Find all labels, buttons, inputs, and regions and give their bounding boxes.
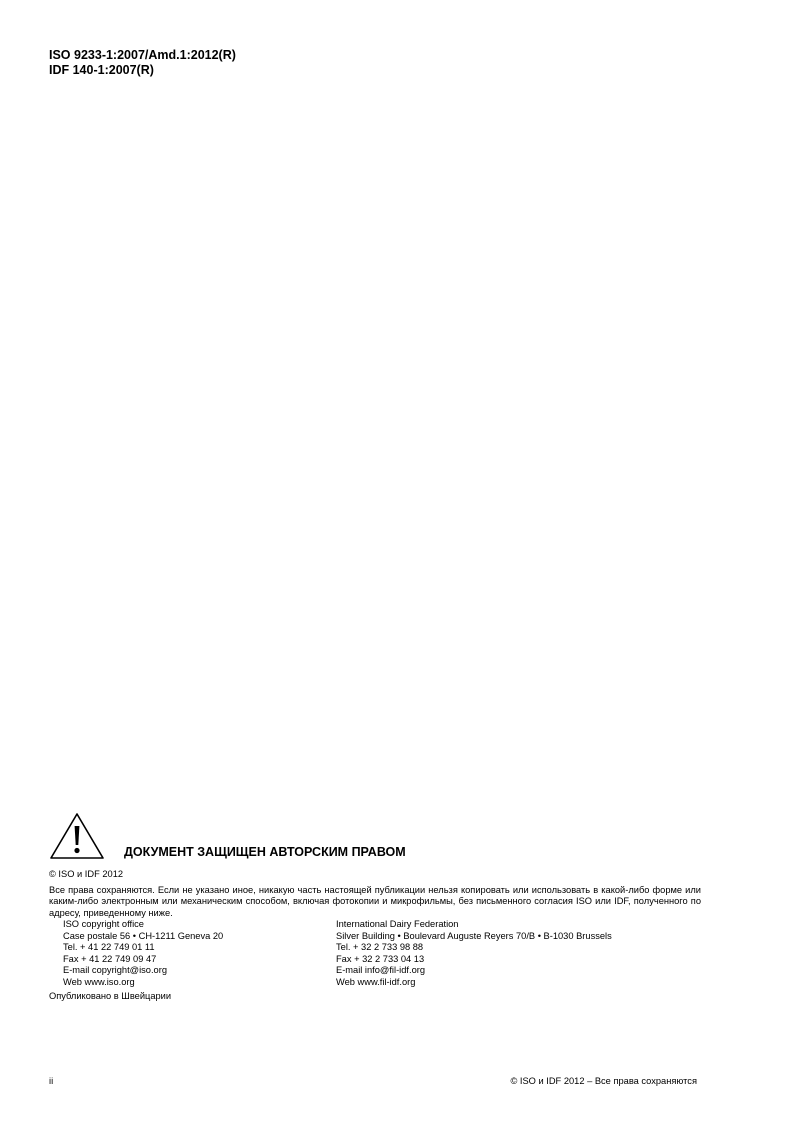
iso-address-block [49, 919, 324, 988]
iso-address: Case postale 56 • CH-1211 Geneva 20 [63, 930, 224, 941]
iso-web: Web www.iso.org [63, 976, 135, 987]
iso-fax: Fax + 41 22 749 09 47 [63, 953, 157, 964]
copyright-line: © ISO и IDF 2012 [49, 869, 124, 879]
idf-email: E-mail info@fil-idf.org [336, 965, 426, 975]
footer-copyright: © ISO и IDF 2012 – Все права сохраняются [510, 1076, 697, 1086]
addresses [49, 919, 701, 988]
idf-number: IDF 140-1:2007(R) [49, 63, 154, 77]
idf-address-block [324, 919, 701, 988]
idf-name: International Dairy Federation [336, 919, 459, 929]
page-number: ii [49, 1076, 54, 1086]
idf-fax: Fax + 32 2 733 04 13 [336, 953, 425, 964]
copyright-title: ДОКУМЕНТ ЗАЩИЩЕН АВТОРСКИМ ПРАВОМ [124, 845, 406, 859]
warning-triangle-icon [49, 812, 105, 860]
copyright-notice [49, 810, 701, 1003]
idf-web: Web www.fil-idf.org [336, 976, 416, 987]
rights-text: Все права сохраняются. Если не указано иное, никакую часть настоящей публикации нельзя копировать или использовать в какой-либо форме или каким-либо электронным или механическим способом, включая фотокопии и микрофильмы, без письменного согласия ISO или IDF, полученного по адресу, приведенному ниже. [49, 884, 701, 918]
document-header [49, 48, 236, 78]
warning-row [49, 810, 701, 860]
idf-tel: Tel. + 32 2 733 98 88 [336, 942, 424, 952]
standard-number: ISO 9233-1:2007/Amd.1:2012(R) [49, 48, 236, 62]
iso-tel: Tel. + 41 22 749 01 11 [63, 942, 155, 952]
idf-address: Silver Building • Boulevard Auguste Reyers 70/B • B-1030 Brussels [336, 930, 612, 941]
published-in: Опубликовано в Швейцарии [49, 991, 172, 1001]
iso-name: ISO copyright office [63, 919, 144, 929]
iso-email: E-mail copyright@iso.org [63, 965, 167, 975]
